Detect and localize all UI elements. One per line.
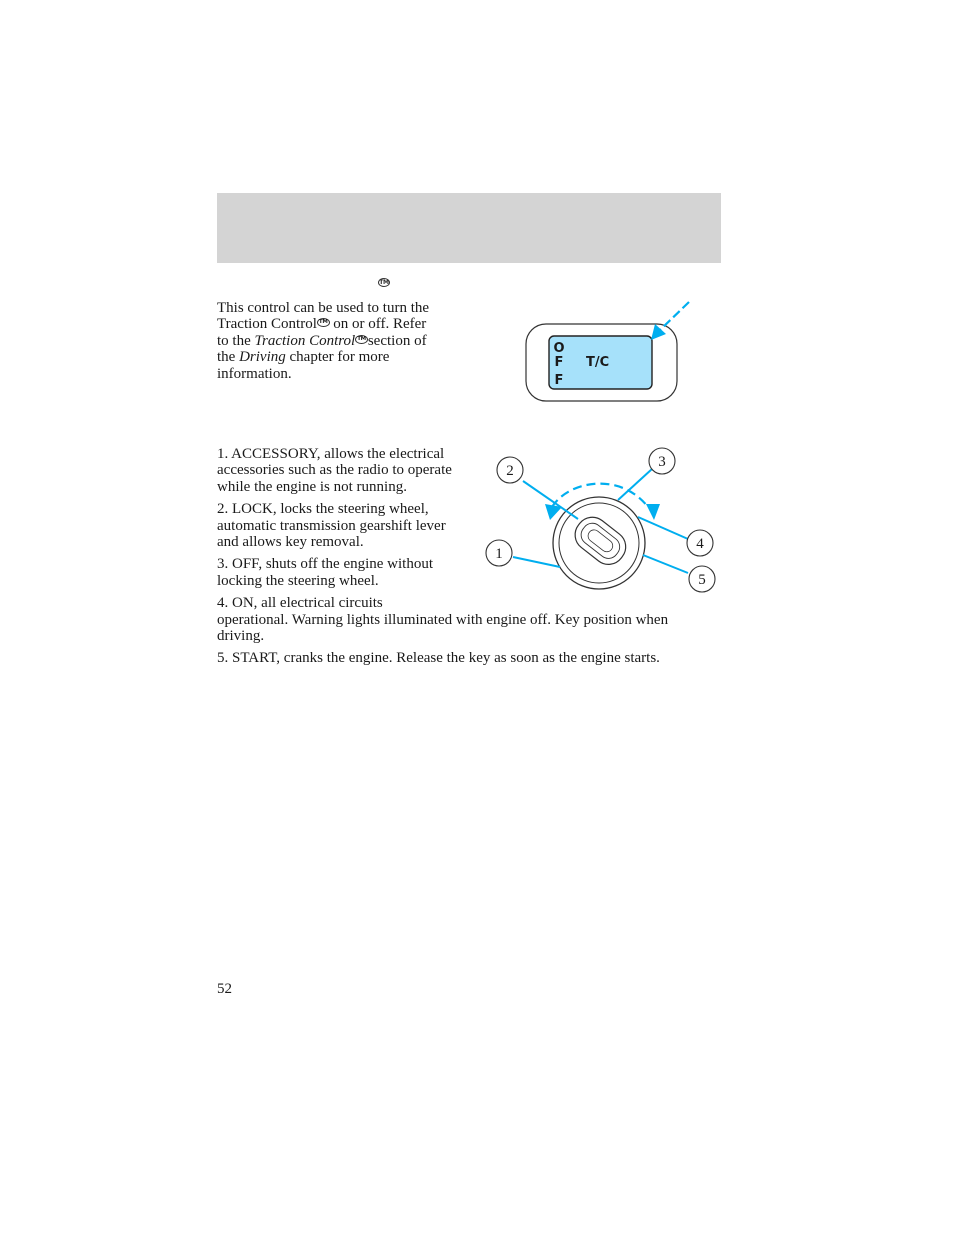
list-item: 2. LOCK, locks the steering wheel, automatic transmission gearshift lever and allows key removal. bbox=[217, 501, 446, 551]
list-item bbox=[217, 595, 687, 644]
trademark-icon: TM bbox=[318, 319, 328, 326]
list-item: 5. START, cranks the engine. Release the key as soon as the engine starts. bbox=[217, 650, 660, 667]
list-item: 1. ACCESSORY, allows the electrical accessories such as the radio to operate while the engine is not running. bbox=[217, 446, 452, 495]
trademark-icon: TM bbox=[357, 335, 366, 342]
list-item: 3. OFF, shuts off the engine without locking the steering wheel. bbox=[217, 556, 434, 589]
off-letter: F bbox=[554, 373, 564, 388]
list-item-rest: operational. Warning lights illuminated with engine off. Key position when driving. bbox=[217, 611, 669, 645]
callout-number-1: 1 bbox=[495, 546, 503, 562]
list-item-first-line: 4. ON, all electrical circuits bbox=[217, 595, 383, 612]
callout-number-3: 3 bbox=[658, 454, 666, 470]
tc-button-illustration bbox=[520, 298, 700, 408]
traction-control-description: This control can be used to turn the Traction Control TM on or off. Refer to the Traction Control TM section of the Driving chapter for more information. bbox=[217, 300, 430, 382]
ignition-positions-list bbox=[217, 446, 687, 673]
section-header-band bbox=[217, 193, 721, 263]
callout-number-4: 4 bbox=[696, 536, 704, 552]
off-letter: O bbox=[553, 341, 565, 356]
off-letter: F bbox=[554, 355, 564, 370]
callout-number-5: 5 bbox=[698, 572, 706, 588]
pointer-arrow-line bbox=[660, 302, 689, 330]
trademark-icon: TM bbox=[379, 279, 389, 286]
callout-number-2: 2 bbox=[506, 463, 514, 479]
page-number: 52 bbox=[217, 981, 232, 997]
list-item-text bbox=[217, 595, 687, 644]
tc-label: T/C bbox=[586, 355, 610, 370]
